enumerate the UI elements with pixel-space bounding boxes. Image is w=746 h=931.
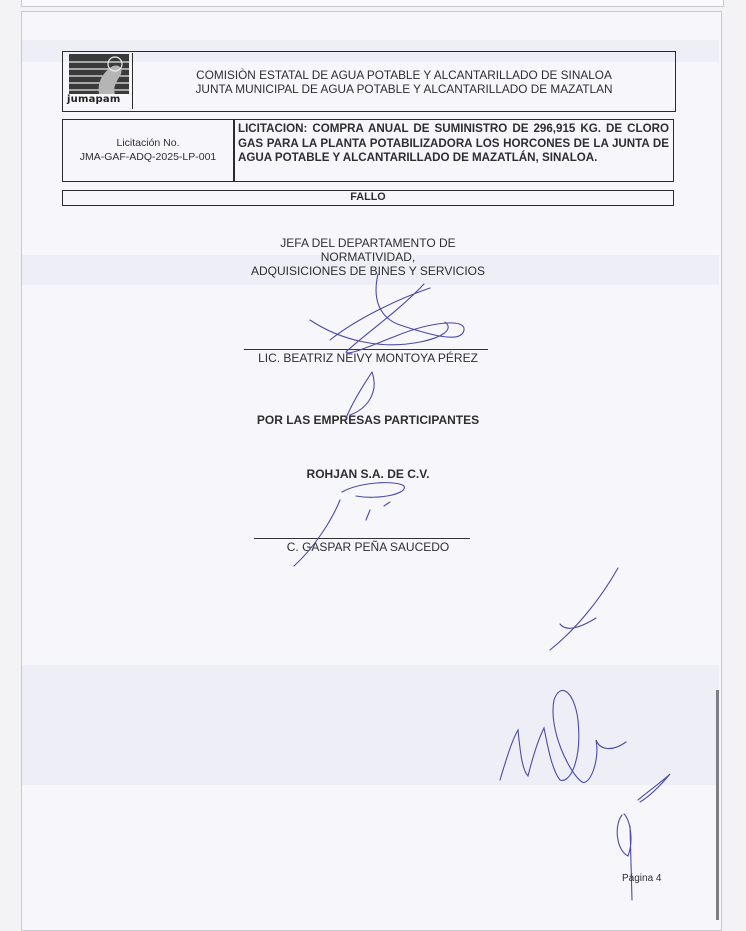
- licitacion-label: Licitación No.: [116, 137, 180, 149]
- signature-line-1: [244, 349, 488, 350]
- signatory-title-line-1: JEFA DEL DEPARTAMENTO DE: [280, 236, 456, 250]
- licitacion-number: JMA-GAF-ADQ-2025-LP-001: [79, 151, 217, 163]
- previous-page-edge: [21, 0, 724, 7]
- signature-line-2: [254, 538, 470, 539]
- representative-name: C. GASPAR PEÑA SAUCEDO: [286, 540, 450, 554]
- logo-text: jumapam: [67, 94, 121, 105]
- page-edge-shadow: [716, 690, 719, 920]
- licitacion-divider: [233, 120, 235, 181]
- scan-artifact: [22, 665, 719, 785]
- jumapam-logo: [64, 53, 133, 109]
- company-name: ROHJAN S.A. DE C.V.: [306, 467, 430, 481]
- logo-emblem-icon: [69, 54, 129, 94]
- licitacion-number-cell: [64, 136, 232, 164]
- participants-heading: POR LAS EMPRESAS PARTICIPANTES: [256, 413, 480, 427]
- header-title-line-1: COMISIÒN ESTATAL DE AGUA POTABLE Y ALCANTARILLADO DE SINALOA: [196, 68, 612, 82]
- signatory-name: LIC. BEATRIZ NEIVY MONTOYA PÉREZ: [258, 351, 478, 365]
- signatory-title-line-3: ADQUISICIONES DE BINES Y SERVICIOS: [250, 264, 486, 278]
- page-number: Página 4: [622, 873, 662, 884]
- header-title-line-2: JUNTA MUNICIPAL DE AGUA POTABLE Y ALCANTARILLADO DE MAZATLAN: [195, 82, 613, 96]
- section-title: FALLO: [350, 191, 386, 203]
- licitacion-description: LICITACION: COMPRA ANUAL DE SUMINISTRO DE 296,915 KG. DE CLORO GAS PARA LA PLANTA POTABILIZADORA LOS HORCONES DE LA JUNTA DE AGUA POTABLE Y ALCANTARILLADO DE MAZATLÁN, SINALOA.: [238, 122, 669, 164]
- signatory-title-line-2: NORMATIVIDAD,: [320, 250, 416, 264]
